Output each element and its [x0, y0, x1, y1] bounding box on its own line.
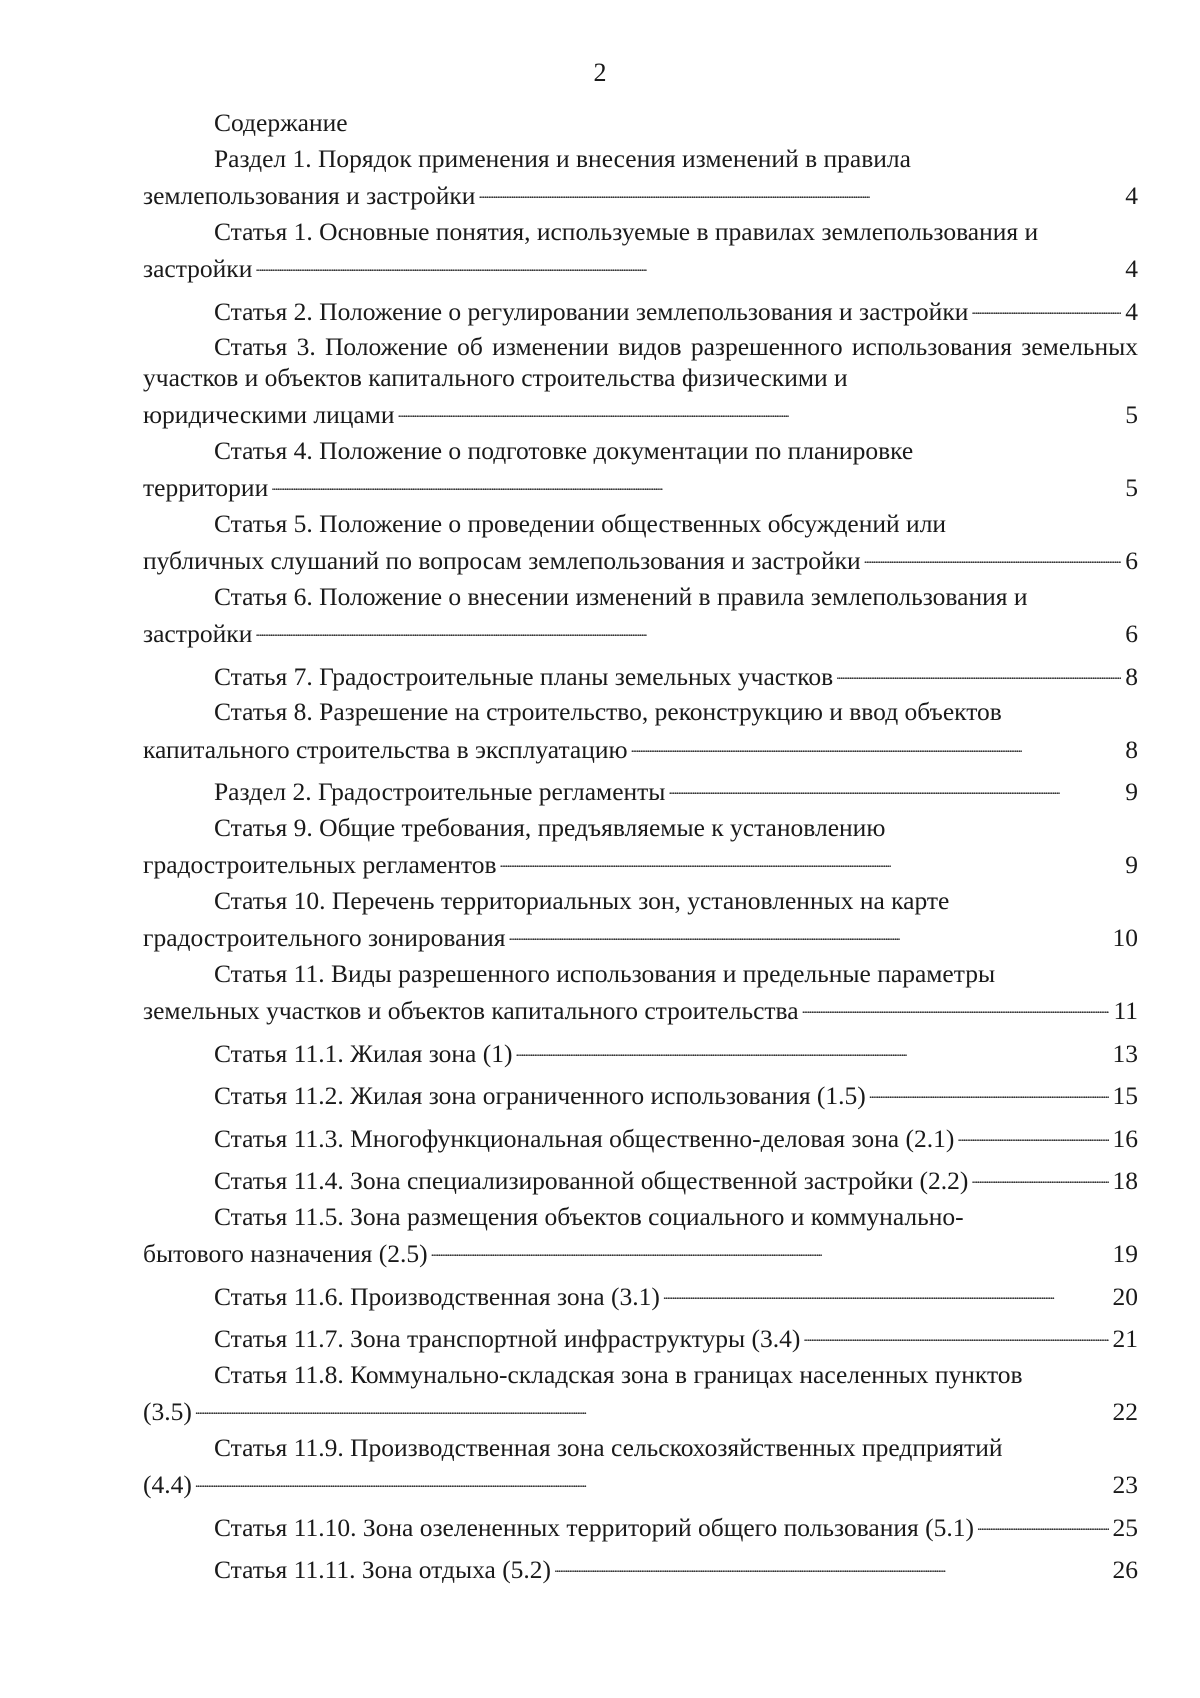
- toc-entry: [143, 509, 1138, 577]
- toc-entry: [143, 959, 1138, 1027]
- toc-entry: [143, 1074, 1138, 1112]
- toc-entry-line: [143, 1506, 1138, 1544]
- toc-entry-title-last: землепользования и застройки: [143, 181, 476, 210]
- toc-entry-title-first: Статья 11.5. Зона размещения объектов социального и коммунально-: [214, 1201, 964, 1231]
- toc-page-number: 4: [1125, 181, 1138, 210]
- toc-entry-title-first: Статья 11.9. Производственная зона сельскохозяйственных предприятий: [214, 1432, 1003, 1462]
- dot-leader: [554, 1548, 1108, 1578]
- toc-entry-title-last: Статья 2. Положение о регулировании землепользования и застройки: [214, 296, 969, 326]
- toc-entry-line: [143, 466, 1138, 504]
- dot-leader: [515, 1032, 1108, 1062]
- toc-entry-line: [143, 1117, 1138, 1155]
- toc-entry-line: [143, 989, 1138, 1027]
- toc-page-number: 8: [1125, 661, 1138, 691]
- toc-entry-title-last: Статья 11.10. Зона озелененных территорий общего пользования (5.1): [214, 1512, 974, 1542]
- toc-entry-line: [143, 655, 1138, 693]
- toc-entry: [143, 582, 1138, 650]
- toc-entry: [143, 813, 1138, 881]
- toc-entry: [143, 1433, 1138, 1501]
- toc-entry-title-last: Статья 11.11. Зона отдыха (5.2): [214, 1555, 552, 1584]
- toc-entry-title-last: Статья 11.7. Зона транспортной инфраструктуры (3.4): [214, 1324, 801, 1353]
- toc-entry-title-first: Статья 10. Перечень территориальных зон, установленных на карте: [214, 885, 950, 915]
- toc-entry: [143, 1117, 1138, 1155]
- toc-entry-title-first: Статья 5. Положение о проведении общественных обсуждений или: [214, 508, 947, 538]
- toc-entry-title-last: Статья 11.4. Зона специализированной общественной застройки (2.2): [214, 1166, 969, 1195]
- dot-leader: [255, 247, 1121, 277]
- toc-entry-title-last: застройки: [143, 254, 253, 283]
- dot-leader: [508, 916, 1108, 946]
- toc-entry-title-last: земельных участков и объектов капитального строительства: [143, 996, 799, 1025]
- toc-entry-line: [143, 770, 1138, 808]
- toc-entry-title-first: Статья 3. Положение об изменении видов разрешенного использования земельных участков и объектов капитального строительства физическими и: [143, 332, 1138, 392]
- toc-entry-title-last: Статья 7. Градостроительные планы земельных участков: [214, 661, 834, 691]
- toc-page-number: 6: [1125, 546, 1138, 575]
- toc-entry-title-first: Статья 4. Положение о подготовке документации по планировке: [214, 435, 914, 465]
- toc-entry-line: [143, 728, 1138, 766]
- dot-leader: [864, 539, 1122, 569]
- toc-entry-title-last: публичных слушаний по вопросам землепользования и застройки: [143, 546, 861, 575]
- toc-entry-title-last: застройки: [143, 619, 253, 648]
- toc-page-number: 9: [1125, 850, 1138, 879]
- dot-leader: [195, 1390, 1109, 1420]
- dot-leader: [478, 174, 1121, 204]
- toc-entry-title-first: Раздел 1. Порядок применения и внесения изменений в правила: [214, 143, 911, 173]
- toc-entry: [143, 290, 1138, 328]
- dot-leader: [971, 1159, 1108, 1189]
- toc-entry: [143, 217, 1138, 285]
- toc-entry: [143, 1032, 1138, 1070]
- toc-page-number: 5: [1125, 473, 1138, 502]
- toc-entry: [143, 886, 1138, 954]
- toc-page-number: 19: [1112, 1239, 1138, 1268]
- toc-entry-title-last: Статья 11.2. Жилая зона ограниченного использования (1.5): [214, 1081, 866, 1110]
- dot-leader: [663, 1275, 1109, 1305]
- toc-entry: [143, 770, 1138, 808]
- toc-page-number: 6: [1125, 619, 1138, 648]
- toc-page-number: 9: [1125, 777, 1138, 806]
- toc-page-number: 26: [1112, 1555, 1138, 1584]
- toc-page-number: 11: [1113, 996, 1138, 1025]
- toc-entry: [143, 1202, 1138, 1270]
- toc-entry: [143, 436, 1138, 504]
- toc-entry-title-first: Статья 6. Положение о внесении изменений в правила землепользования и: [214, 581, 1028, 611]
- toc-entry-line: [143, 843, 1138, 881]
- toc-entry: [143, 332, 1138, 431]
- toc-entry-title-first: Статья 8. Разрешение на строительство, реконструкцию и ввод объектов: [214, 697, 1002, 726]
- toc-entry-title-last: (4.4): [143, 1470, 192, 1499]
- toc-entry-line: [143, 1275, 1138, 1313]
- toc-entry-title-last: бытового назначения (2.5): [143, 1239, 428, 1268]
- toc-entry-line: [143, 1232, 1138, 1270]
- toc-entry-title-first: Статья 9. Общие требования, предъявляемые к установлению: [214, 812, 886, 842]
- toc-heading: Содержание: [214, 108, 348, 137]
- dot-leader: [255, 612, 1121, 642]
- page-number: 2: [593, 58, 607, 87]
- toc-entry-line: [143, 393, 1138, 431]
- toc-entry: [143, 1360, 1138, 1428]
- toc-entry-line: [143, 1159, 1138, 1197]
- dot-leader: [957, 1117, 1108, 1147]
- toc-entry-title-first: Статья 1. Основные понятия, используемые в правилах землепользования и: [214, 216, 1039, 246]
- toc-page-number: 10: [1112, 923, 1138, 952]
- toc-entry: [143, 1506, 1138, 1544]
- toc-entries: [143, 144, 1138, 1586]
- toc-entry-title-last: территории: [143, 473, 269, 502]
- toc-entry-line: [143, 1317, 1138, 1355]
- toc-page-number: 4: [1125, 254, 1138, 283]
- dot-leader: [977, 1506, 1109, 1536]
- toc-entry-title-last: (3.5): [143, 1397, 192, 1426]
- toc-entry-title-first: Статья 11. Виды разрешенного использования и предельные параметры: [214, 958, 996, 988]
- dot-leader: [803, 1317, 1108, 1347]
- toc-page-number: 8: [1125, 734, 1138, 764]
- toc-page-number: 20: [1112, 1281, 1138, 1311]
- toc-page-number: 23: [1112, 1470, 1138, 1499]
- toc-entry-line: [143, 247, 1138, 285]
- toc-entry-line: [143, 1074, 1138, 1112]
- toc-entry-title-last: Раздел 2. Градостроительные регламенты: [214, 777, 666, 806]
- toc-entry-line: [143, 612, 1138, 650]
- toc-page-number: 13: [1112, 1038, 1138, 1068]
- toc-page-number: 21: [1112, 1324, 1138, 1353]
- toc-page-number: 18: [1112, 1166, 1138, 1195]
- toc-page-number: 4: [1125, 296, 1138, 326]
- dot-leader: [971, 290, 1121, 320]
- toc-entry-line: [143, 174, 1138, 212]
- toc-entry-title-last: Статья 11.3. Многофункциональная общественно-деловая зона (2.1): [214, 1123, 955, 1153]
- dot-leader: [500, 843, 1122, 873]
- toc-entry: [143, 144, 1138, 212]
- toc-page-number: 5: [1125, 400, 1138, 429]
- dot-leader: [869, 1074, 1109, 1104]
- toc-entry: [143, 697, 1138, 765]
- dot-leader: [836, 655, 1121, 685]
- dot-leader: [631, 728, 1122, 758]
- toc-entry: [143, 1275, 1138, 1313]
- toc-entry-title-last: Статья 11.6. Производственная зона (3.1): [214, 1281, 660, 1311]
- toc-entry-title-last: капитального строительства в эксплуатацию: [143, 734, 628, 764]
- toc-entry: [143, 1317, 1138, 1355]
- toc-entry-line: [143, 1032, 1138, 1070]
- dot-leader: [802, 989, 1110, 1019]
- toc-entry-line: [143, 1548, 1138, 1586]
- toc-entry-line: [143, 1390, 1138, 1428]
- toc-entry-line: [143, 916, 1138, 954]
- table-of-contents: [143, 108, 1138, 1591]
- toc-page-number: 25: [1112, 1512, 1138, 1542]
- toc-page-number: 16: [1112, 1123, 1138, 1153]
- toc-entry-title-last: Статья 11.1. Жилая зона (1): [214, 1038, 513, 1068]
- toc-entry-line: [143, 539, 1138, 577]
- dot-leader: [195, 1463, 1109, 1493]
- dot-leader: [397, 393, 1121, 423]
- toc-entry: [143, 1548, 1138, 1586]
- toc-entry-line: [143, 290, 1138, 328]
- toc-entry: [143, 1159, 1138, 1197]
- dot-leader: [668, 770, 1121, 800]
- toc-entry-title-last: градостроительных регламентов: [143, 850, 497, 879]
- toc-entry-line: [143, 1463, 1138, 1501]
- toc-entry: [143, 655, 1138, 693]
- toc-entry-title-last: юридическими лицами: [143, 400, 395, 429]
- dot-leader: [431, 1232, 1109, 1262]
- toc-page-number: 22: [1112, 1397, 1138, 1426]
- dot-leader: [271, 466, 1121, 496]
- toc-entry-title-last: градостроительного зонирования: [143, 923, 506, 952]
- toc-page-number: 15: [1112, 1081, 1138, 1110]
- toc-entry-title-first: Статья 11.8. Коммунально-складская зона в границах населенных пунктов: [214, 1359, 1023, 1389]
